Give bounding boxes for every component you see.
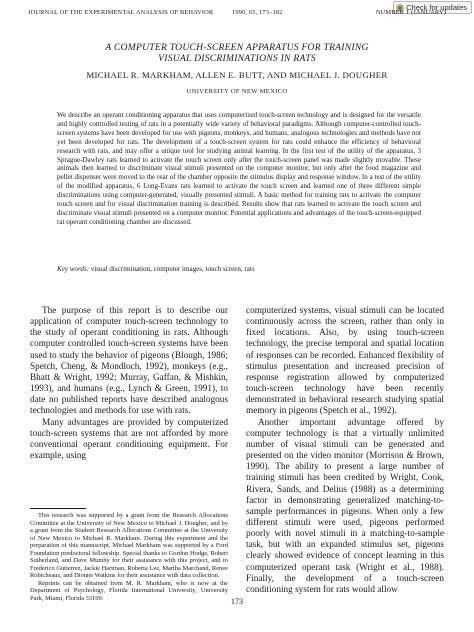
title-line: VISUAL DISCRIMINATIONS IN RATS (158, 53, 316, 64)
footnote-divider (30, 508, 86, 509)
abstract: We describe an operant conditioning apparatus that uses computerized touch-screen technology and is designed for the versatile and highly controlled testing of rats in a potentially wide variety of behavioral paradigms. Although computer-controlled touch-screen systems have been developed for use with pigeons, monkeys, and humans, analogous technologies and methods have not yet been developed for rats. The development of a touch-screen system for rats could enhance the efficiency of behavioral research with rats, and may offer a unique tool for studying animal learning. In the first test of the utility of the apparatus, 3 Sprague-Dawley rats learned to activate the touch screen only after the touch-screen panel was made slightly movable. These animals then learned to discriminate visual stimuli presented on the computer monitor, but only after the food magazine and pellet dispenser were moved to the rear of the chamber opposite the stimulus display and response window. In a test of the utility of the modified apparatus, 6 Long-Evans rats learned to activate the touch screen and learned one of three different simple discriminations using computer-generated, visually presented stimuli. A basic method for training rats to activate the computer touch screen and for visual discrimination training is described. Results show that rats learned to activate the touch screen and discriminate visual stimuli presented on a computer monitor. Potential applications and advantages of the touch-screen-equipped rat operant conditioning chamber are discussed. (57, 111, 421, 226)
keywords (57, 265, 421, 274)
keywords-label: Key words: (57, 265, 90, 273)
body-column-left (30, 306, 228, 462)
body-paragraph: computerized systems, visual stimuli can be located continuously across the screen, rather than only in fixed locations. Also, by using touch-screen technology, the precise temporal and spatial location of responses can be recorded. Enhanced flexibility of stimulus presentation and increased precision of response registration allowed by computerized touch-screen technology have been recently demonstrated in behavioral research studying spatial memory in pigeons (Spetch et al., 1992). (246, 306, 444, 417)
body-column-right (246, 306, 444, 596)
issue-number: NUMBER 1 (JANUARY) (375, 9, 446, 16)
journal-name: JOURNAL OF THE EXPERIMENTAL ANALYSIS OF BEHAVIOR (28, 9, 214, 16)
article-title (30, 42, 444, 64)
citation: 1996, 65, 173–182 (232, 9, 283, 16)
keywords-text: visual discrimination, computer images, touch screen, rats (90, 265, 255, 273)
footnotes (30, 512, 228, 603)
page-number: 173 (230, 597, 244, 606)
author-list: MICHAEL R. MARKHAM, ALLEN E. BUTT, AND MICHAEL J. DOUGHER (86, 70, 388, 80)
running-head (28, 9, 446, 18)
footnote-funding: This research was supported by a grant from the Research Allocations Committee at the University of New Mexico to Michael J. Dougher, and by a grant from the Student Research Allocations Committee at the University of New Mexico to Michael R. Markham. During this experiment and the preparation of this manuscript, Michael Markham was supported by a Ford Foundation predoctoral fellowship. Special thanks to Gordon Hodge, Robert Sutherland, and Dave Mumby for their assistance with this project, and to Frederico Gutierrez, Jackie Hartman, Roberta Lee, Martha Marchand, Renee Robicheaus, and Dionne Watkins for their assistance with data collection. (30, 512, 228, 580)
title-line: A COMPUTER TOUCH-SCREEN APPARATUS FOR TRAINING (105, 42, 369, 53)
footnote-reprints: Reprints can be obtained from M. R. Markham, who is now at the Department of Psychology, Florida International University, University Park, Miami, Florida 33199. (30, 579, 228, 603)
body-paragraph: Many advantages are provided by computerized touch-screen systems that are not afforded by more conventional operant conditioning equipment. For example, using (30, 417, 228, 462)
body-paragraph: The purpose of this report is to describe our application of computer touch-screen technology to the study of operant conditioning in rats. Although computer controlled touch-screen systems have been used to study the behavior of pigeons (Blough, 1986; Spetch, Cheng, & Mondloch, 1992), monkeys (e.g., Bhatt & Wright, 1992; Murray, Gaffan, & Mishkin, 1993), and humans (e.g., Lynch & Green, 1991), to date no published reports have described analogous technologies and methods for use with rats. (30, 306, 228, 417)
affiliation: UNIVERSITY OF NEW MEXICO (186, 88, 288, 95)
check-for-updates-label: Check for updates (406, 3, 467, 12)
body-paragraph: Another important advantage offered by computer technology is that a virtually unlimited number of visual stimuli can be generated and presented on the video monitor (Morrison & Brown, 1990). The ability to present a large number of training stimuli has been credited by Wright, Cook, Rivera, Sands, and Delius (1988) as a determining factor in demonstrating generalized matching-to-sample performances in pigeons. When only a few different stimuli were used, pigeons performed poorly with novel stimuli in a matching-to-sample task, but with an expanded stimulus set, pigeons clearly showed evidence of concept learning in this computerized operant task (Wright et al., 1988). Finally, the development of a touch-screen conditioning system for rats would allow (246, 417, 444, 595)
